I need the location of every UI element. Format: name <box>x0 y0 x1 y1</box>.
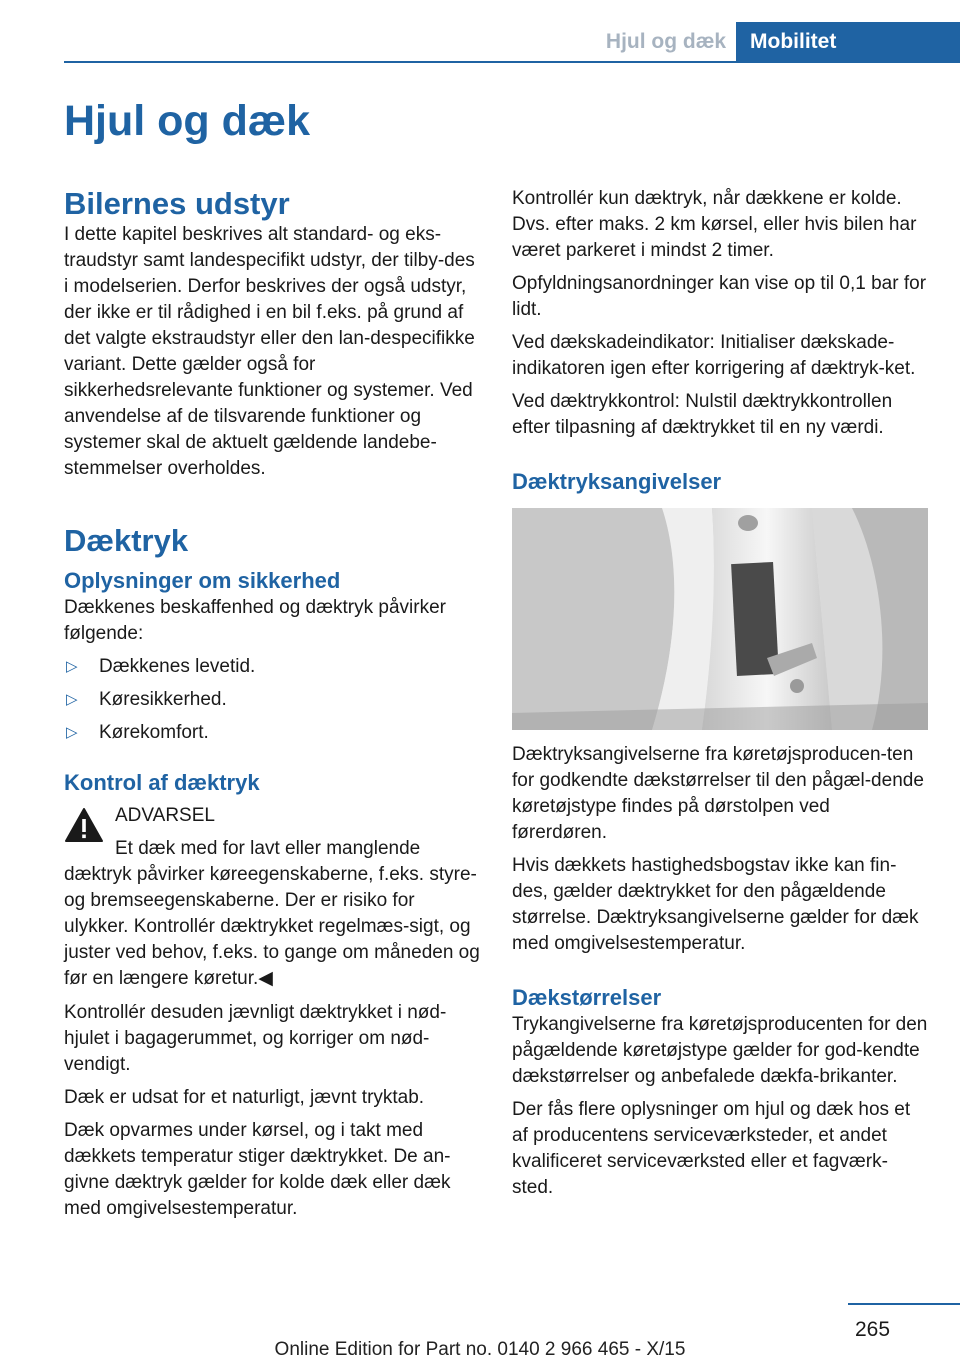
body-paragraph: Dæk opvarmes under kørsel, og i takt med dækkets temperatur stiger dæktrykket. De an-givne dæktryk gælder for kolde dæk eller dæk med omgivelsestemperatur. <box>64 1120 451 1219</box>
section-heading-equipment: Bilernes udstyr <box>64 186 290 221</box>
body-paragraph: Trykangivelserne fra køretøjsproducenten for den pågældende køretøjstype gælder for god-kendte dækstørrelser og anbefalede dækfa-brikanter. <box>512 1014 928 1087</box>
tab-section[interactable]: Hjul og dæk <box>605 30 727 53</box>
page-title: Hjul og dæk <box>64 97 311 145</box>
body-paragraph: Hvis dækkets hastighedsbogstav ikke kan fin-des, gælder dæktrykket for den pågældende størrelse. Dæktryksangivelserne gælder for dæk med omgivelsestemperatur. <box>512 855 919 954</box>
body-paragraph: Dæktryksangivelserne fra køretøjsproducen-ten for godkendte dækstørrelser til den pågæl-dende køretøjstype findes på dørstolpen ved førerdøren. <box>512 744 924 843</box>
triangle-bullet-icon: ▷ <box>66 658 78 675</box>
body-paragraph: Kontrollér kun dæktryk, når dækkene er kolde. Dvs. efter maks. 2 km kørsel, eller hvis bilen har været parkeret i mindst 2 timer. <box>512 188 917 261</box>
equipment-paragraph: I dette kapitel beskrives alt standard- og eks-traudstyr samt landespecifikt udstyr, der tilby-des i modelserien. Derfor beskrives der også udstyr, der ikke er til rådighed i en bil f.eks. på grund af det valgte ekstraudstyr eller den lan-despecifikke variant. Dette gælder også for sikkerhedsrelevante funktioner og systemer. Ved anvendelse af de tilsvarende funktioner og systemer skal de aktuelt gældende landebe-stemmelser overholdes. <box>64 224 475 479</box>
warning-title: ADVARSEL <box>115 805 215 826</box>
warning-triangle-icon <box>64 807 104 843</box>
body-paragraph: Der fås flere oplysninger om hjul og dæk hos et af producentens serviceværksteder, et andet kvalificeret serviceværksted eller et fagværk-sted. <box>512 1099 911 1198</box>
body-paragraph: Kontrollér desuden jævnligt dæktrykket i nød-hjulet i bagagerummet, og korriger om nød-vendigt. <box>64 1002 447 1075</box>
door-pillar-tire-label-photo <box>512 508 928 730</box>
subheading-pressure-check: Kontrol af dæktryk <box>64 770 260 795</box>
body-paragraph: Ved dæktrykkontrol: Nulstil dæktrykkontrollen efter tilpasning af dæktrykket til en ny værdi. <box>512 391 893 438</box>
list-item-text: Kørekomfort. <box>99 722 209 743</box>
warning-block <box>64 803 480 992</box>
subheading-safety-info: Oplysninger om sikkerhed <box>64 568 341 593</box>
list-item-text: Dækkenes levetid. <box>99 656 256 677</box>
list-item <box>64 720 480 746</box>
warning-body: Et dæk med for lavt eller manglende dæktryk påvirker køreegenskaberne, f.eks. styre- og bremseegenskaberne. Der er risiko for ulykker. Kontrollér dæktrykket regelmæs-sigt, og juster ved behov, f.eks. to gange om måneden og før en længere køretur.◀ <box>64 838 480 989</box>
header-tabs <box>596 22 960 62</box>
section-heading-tire-pressure: Dæktryk <box>64 523 189 558</box>
list-item <box>64 654 480 680</box>
footer-rule <box>848 1303 960 1305</box>
body-paragraph: Ved dækskadeindikator: Initialiser dækskade-indikatoren igen efter korrigering af dæktryk-ket. <box>512 332 916 379</box>
warning-text <box>64 836 480 992</box>
header-rule <box>64 61 960 63</box>
body-paragraph: Opfyldningsanordninger kan vise op til 0,1 bar for lidt. <box>512 273 927 320</box>
bullet-list <box>64 654 480 746</box>
footer-edition: Online Edition for Part no. 0140 2 966 465 - X/15 <box>274 1339 686 1360</box>
left-column <box>64 186 480 1229</box>
list-item <box>64 687 480 713</box>
subheading-tire-sizes: Dækstørrelser <box>512 985 662 1010</box>
tab-chapter[interactable]: Mobilitet <box>736 22 960 62</box>
right-column <box>512 186 928 1208</box>
list-item-text: Køresikkerhed. <box>99 689 227 710</box>
body-paragraph: Dæk er udsat for et naturligt, jævnt tryktab. <box>64 1087 425 1108</box>
triangle-bullet-icon: ▷ <box>66 724 78 741</box>
subheading-pressure-specs: Dæktryksangivelser <box>512 469 722 494</box>
triangle-bullet-icon: ▷ <box>66 691 78 708</box>
page-number: 265 <box>855 1318 891 1341</box>
safety-paragraph: Dækkenes beskaffenhed og dæktryk påvirker følgende: <box>64 597 446 644</box>
